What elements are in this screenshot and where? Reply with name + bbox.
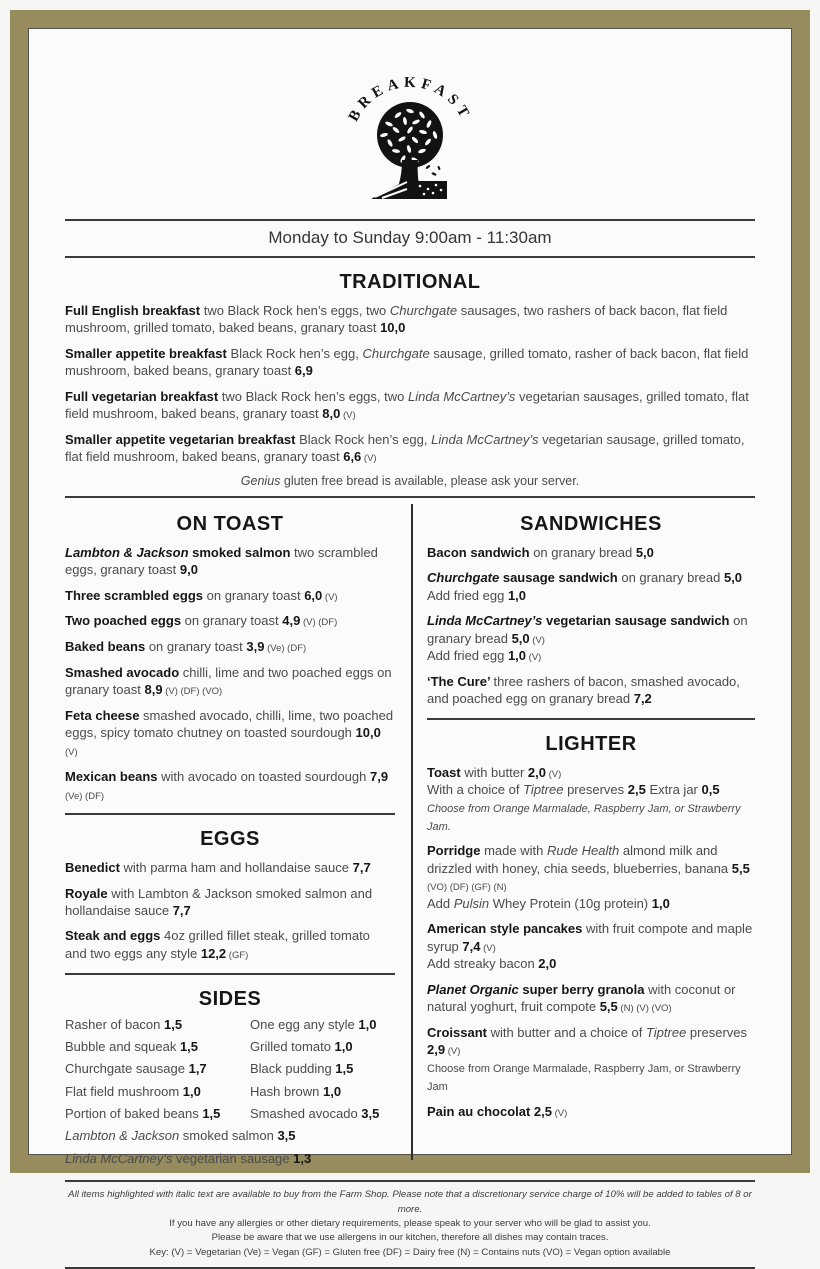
eggs-items: [65, 859, 395, 962]
section-divider: [65, 496, 755, 498]
section-on-toast: [65, 513, 395, 803]
menu-item: Three scrambled eggs on granary toast 6,0 (V): [65, 587, 338, 603]
section-lighter: [427, 733, 755, 1121]
menu-columns: [65, 500, 755, 1170]
menu-item: Lambton & Jackson smoked salmon 3,5: [65, 1128, 296, 1144]
sides-column-1: [65, 1014, 250, 1126]
sides-full-width-items: [65, 1125, 395, 1170]
section-eggs: [65, 828, 395, 962]
menu-item: Feta cheese smashed avocado, chilli, lime, two poached eggs, spicy tomato chutney on toasted sourdough 10,0 (V): [65, 707, 394, 759]
menu-item: Hash brown 1,0: [250, 1083, 342, 1099]
gluten-free-note: Genius gluten free bread is available, please ask your server.: [240, 473, 580, 488]
footer-notes: [65, 1180, 755, 1269]
left-column: [65, 500, 395, 1170]
menu-item: Two poached eggs on granary toast 4,9 (V) (DF): [65, 613, 338, 629]
section-divider: [427, 718, 755, 720]
sandwiches-items: [427, 544, 755, 708]
menu-item: ‘The Cure’ three rashers of bacon, smashed avocado, and poached egg on granary bread 7,2: [427, 673, 740, 707]
menu-item: Mexican beans with avocado on toasted sourdough 7,9 (Ve) (DF): [65, 768, 389, 802]
menu-item: Smaller appetite vegetarian breakfast Black Rock hen’s egg, Linda McCartney’s vegetarian sausage, grilled tomato, flat field mushroom, baked beans, granary toast 6,6 (V): [65, 431, 745, 465]
menu-item: Please be aware that we use allergens in our kitchen, therefore all dishes may contain traces.: [211, 1232, 609, 1244]
logo-arc-text: BREAKFAST: [345, 77, 475, 125]
menu-frame: [10, 10, 810, 1258]
menu-item: All items highlighted with italic text are available to buy from the Farm Shop. Please note that a discretionary service charge of 10% will be added to tables of 8 or more.: [68, 1189, 752, 1215]
menu-item: Linda McCartney’s vegetarian sausage 1,3: [65, 1150, 312, 1166]
breakfast-tree-icon: [335, 77, 485, 201]
menu-item: Full English breakfast two Black Rock hen’s eggs, two Churchgate sausages, two rashers of back bacon, flat field mushroom, grilled tomato, baked beans, granary toast 10,0: [65, 303, 728, 336]
menu-item: Churchgate sausage 1,7: [65, 1061, 207, 1077]
menu-item: Key: (V) = Vegetarian (Ve) = Vegan (GF) = Gluten free (DF) = Dairy free (N) = Contains nuts (VO) = Vegan option available: [149, 1246, 671, 1258]
menu-item: Toast with butter 2,0 (V) With a choice of Tiptree preserves 2,5 Extra jar 0,5 Choose from Orange Marmalade, Raspberry Jam, or Strawberry Jam.: [427, 764, 741, 833]
menu-item: Smaller appetite breakfast Black Rock hen’s egg, Churchgate sausage, grilled tomato, rasher of back bacon, flat field mushroom, baked beans, granary toast 6,9: [65, 345, 749, 379]
section-sides: [65, 988, 395, 1171]
section-traditional: [65, 271, 755, 488]
lighter-items: [427, 764, 755, 1121]
traditional-title: TRADITIONAL: [339, 271, 481, 293]
menu-item: American style pancakes with fruit compote and maple syrup 7,4 (V) Add streaky bacon 2,0: [427, 921, 753, 972]
menu-item: Churchgate sausage sandwich on granary bread 5,0 Add fried egg 1,0: [427, 570, 743, 603]
menu-item: Porridge made with Rude Health almond milk and drizzled with honey, chia seeds, blueberries, banana 5,5 (VO) (DF) (GF) (N) Add Pulsin Whey Protein (10g protein) 1,0: [427, 843, 750, 911]
menu-item: Royale with Lambton & Jackson smoked salmon and hollandaise sauce 7,7: [65, 885, 373, 919]
menu-item: Pain au chocolat 2,5 (V): [427, 1103, 568, 1119]
menu-item: Benedict with parma ham and hollandaise sauce 7,7: [65, 860, 371, 876]
menu-item: Rasher of bacon 1,5: [65, 1016, 183, 1032]
sides-column-2: [250, 1014, 395, 1126]
menu-item: Baked beans on granary toast 3,9 (Ve) (DF): [65, 639, 307, 655]
sandwiches-title: SANDWICHES: [520, 512, 662, 535]
menu-item: If you have any allergies or other dietary requirements, please speak to your server who will be glad to assist you.: [169, 1217, 651, 1229]
on-toast-items: [65, 544, 395, 803]
menu-item: Grilled tomato 1,0: [250, 1038, 353, 1054]
menu-item: Croissant with butter and a choice of Tiptree preserves 2,9 (V) Choose from Orange Marmalade, Raspberry Jam, or Strawberry Jam: [427, 1024, 748, 1093]
menu-page: [28, 28, 792, 1258]
restaurant-logo: [65, 77, 755, 201]
menu-item: Flat field mushroom 1,0: [65, 1083, 201, 1099]
menu-item: Lambton & Jackson smoked salmon two scrambled eggs, granary toast 9,0: [65, 544, 378, 578]
menu-item: Smashed avocado chilli, lime and two poached eggs on granary toast 8,9 (V) (DF) (VO): [65, 664, 392, 698]
traditional-items: [65, 302, 755, 466]
menu-item: One egg any style 1,0: [250, 1016, 377, 1032]
sides-columns: [65, 1014, 395, 1126]
section-divider: [65, 813, 395, 815]
menu-item: Bacon sandwich on granary bread 5,0: [427, 544, 654, 560]
section-divider: [65, 973, 395, 975]
menu-item: Linda McCartney’s vegetarian sausage sandwich on granary bread 5,0 (V) Add fried egg 1,0 (V): [427, 613, 748, 664]
column-divider: [411, 504, 413, 1160]
right-column: [427, 500, 755, 1170]
section-sandwiches: [427, 513, 755, 708]
menu-item: Planet Organic super berry granola with coconut or natural yoghurt, fruit compote 5,5 (N) (V) (VO): [427, 981, 736, 1015]
on-toast-title: ON TOAST: [176, 512, 284, 535]
eggs-title: EGGS: [200, 828, 260, 851]
service-hours: Monday to Sunday 9:00am - 11:30am: [65, 219, 755, 258]
menu-item: Black pudding 1,5: [250, 1061, 354, 1077]
menu-item: Full vegetarian breakfast two Black Rock hen’s eggs, two Linda McCartney’s vegetarian sausages, grilled tomato, flat field mushroom, baked beans, granary toast 8,0 (V): [65, 388, 749, 422]
menu-item: Portion of baked beans 1,5: [65, 1106, 221, 1122]
sides-title: SIDES: [198, 987, 262, 1010]
menu-item: Smashed avocado 3,5: [250, 1106, 380, 1122]
menu-item: Bubble and squeak 1,5: [65, 1038, 199, 1054]
menu-item: Steak and eggs 4oz grilled fillet steak, grilled tomato and two eggs any style 12,2 (GF): [65, 928, 370, 961]
lighter-title: LIGHTER: [545, 732, 637, 755]
